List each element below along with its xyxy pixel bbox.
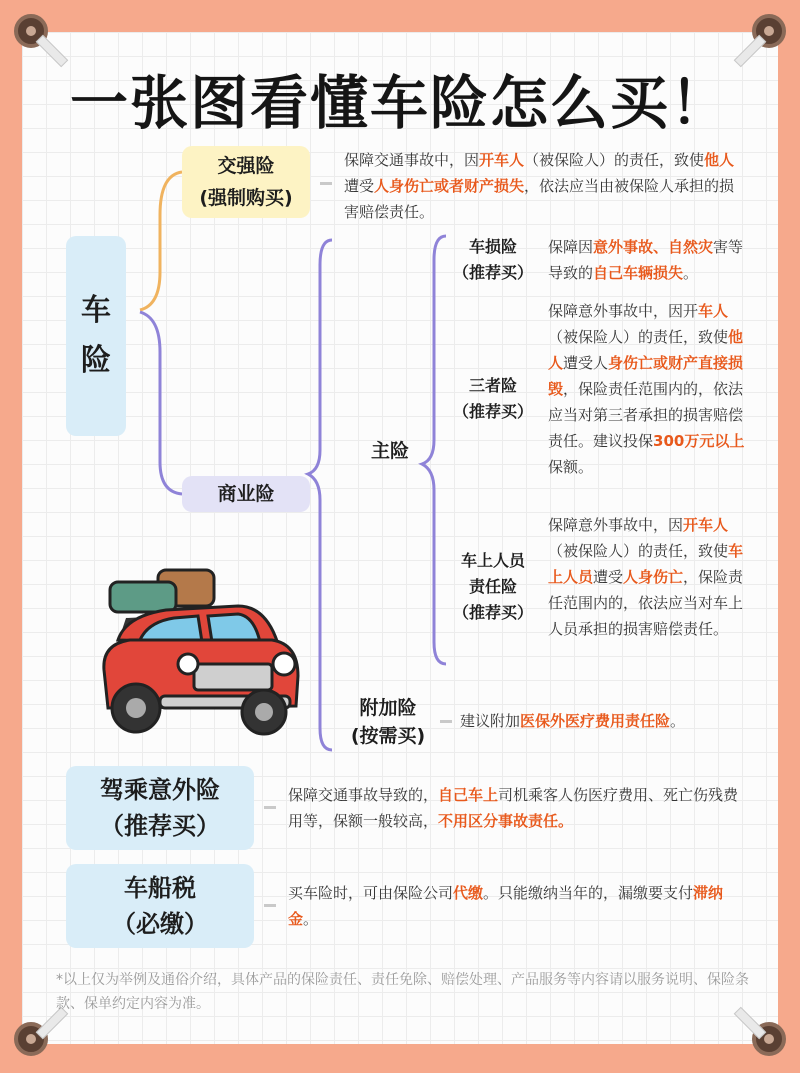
desc-text: 。 [303,910,319,928]
car-illustration-icon [96,560,306,745]
desc-text: 遭受 [344,177,375,195]
desc-text: （被保险人）的责任，致使 [548,328,729,346]
desc-text: 。 [683,264,699,282]
additional-insurance-label [340,694,436,750]
main-insurance-label: 主险 [370,440,409,462]
car-insurance-box [66,236,126,436]
vehicle-tax-tag: （必缴） [112,910,208,938]
desc-highlight: 车上人员 [548,542,744,586]
desc-highlight: 医保外医疗费用责任险 [520,712,671,730]
vehicle-tax-box [66,864,254,948]
desc-text: ，依法应当由被保险人承担的损害赔偿责任。 [344,177,735,221]
vehicle-damage-label [450,234,536,286]
desc-text: 保障交通事故导致的， [288,786,439,804]
passenger-liability-name-2: 责任险 [468,577,517,596]
footnote: *以上仅为举例及通俗介绍，具体产品的保险责任、责任免除、赔偿处理、产品服务等内容请以服务说明、保险条款、保单约定内容为准。 [56,972,749,1012]
desc-text: 。 [670,712,686,730]
connector-dash [440,720,452,723]
vehicle-damage-desc [548,234,748,286]
desc-text: 保障意外事故中，因开 [548,302,699,320]
desc-text: 保额。 [548,458,594,476]
connector-dash [320,182,332,185]
desc-text: 保障交通事故中，因 [344,151,480,169]
desc-highlight: 身伤亡或财产直接损毁 [548,354,744,398]
passenger-liability-label [450,548,536,626]
vehicle-tax-name: 车船税 [124,874,196,902]
desc-text: ，保险责任范围内的，依法应当对第三者承担的损害赔偿责任。建议投保 [548,380,744,450]
compulsory-insurance-name: 交强险 [217,155,275,177]
desc-highlight: 车人 [698,302,729,320]
compulsory-insurance-note: (强制购买) [199,187,293,209]
desc-text: 遭受 [593,568,624,586]
vehicle-damage-tag: （推荐买） [452,263,533,282]
desc-text: （被保险人）的责任，致使 [524,151,705,169]
passenger-liability-name-1: 车上人员 [460,551,525,570]
additional-insurance-tag: (按需买) [350,725,426,747]
connector-dash [264,806,276,809]
desc-highlight: 自己车辆损失 [593,264,684,282]
additional-desc [460,708,760,734]
compulsory-insurance-box [182,146,310,218]
desc-text: 。只能缴纳当年的，漏缴要支付 [483,884,694,902]
desc-highlight: 人身伤亡 [623,568,684,586]
desc-text: 买车险时，可由保险公司 [288,884,454,902]
driver-accident-desc [288,782,748,834]
vehicle-tax-desc [288,880,748,932]
driver-accident-box [66,766,254,850]
desc-highlight: 开车人 [479,151,525,169]
car-insurance-label-2: 险 [81,343,111,378]
desc-highlight: 人身伤亡或者财产损失 [374,177,525,195]
additional-insurance-name: 附加险 [359,697,417,719]
driver-accident-tag: （推荐买） [100,812,220,840]
desc-highlight: 他人 [548,328,744,372]
car-insurance-label-1: 车 [81,293,111,328]
third-party-desc [548,298,748,480]
desc-text: 遭受人 [563,354,609,372]
desc-highlight: 代缴 [453,884,484,902]
compulsory-desc [344,147,748,225]
desc-text: 司机乘客人伤医疗费用、死亡伤残费用等，保额一般较高， [288,786,739,830]
desc-highlight: 滞纳金 [288,884,724,928]
driver-accident-name: 驾乘意外险 [100,776,220,804]
desc-highlight: 意外事故、自然灾 [593,238,714,256]
desc-text: ，保险责任范围内的，依法应当对车上人员承担的损害赔偿责任。 [548,568,744,638]
desc-text: 建议附加 [460,712,521,730]
desc-highlight: 他人 [704,151,735,169]
desc-text: （被保险人）的责任，致使 [548,542,729,560]
commercial-insurance-box: 商业险 [182,476,310,512]
desc-highlight: 300万元以上 [653,432,745,450]
desc-highlight: 不用区分事故责任。 [438,812,574,830]
passenger-liability-desc [548,512,748,642]
desc-text: 害等导致的 [548,238,744,282]
page-title: 一张图看懂车险怎么买！ [69,69,730,137]
third-party-label [450,373,536,425]
desc-highlight: 自己车上 [438,786,499,804]
desc-highlight: 开车人 [683,516,729,534]
connector-dash [264,904,276,907]
passenger-liability-tag: （推荐买） [452,603,533,622]
vehicle-damage-name: 车损险 [468,237,517,256]
desc-text: 保障意外事故中，因 [548,516,684,534]
desc-text: 保障因 [548,238,594,256]
third-party-name: 三者险 [468,376,517,395]
third-party-tag: （推荐买） [452,402,533,421]
